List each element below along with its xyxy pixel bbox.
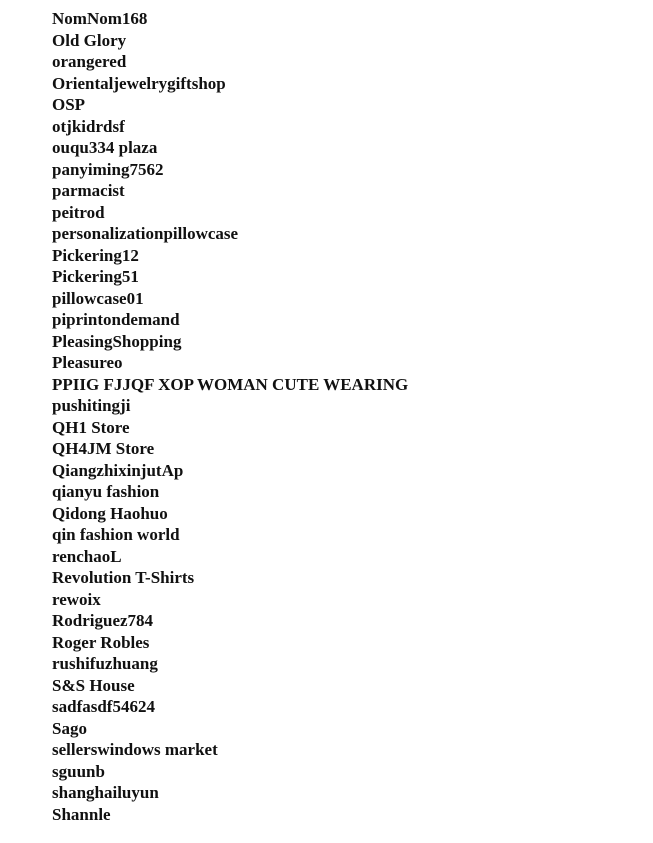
list-item: qianyu fashion xyxy=(52,482,160,501)
list-item: Pickering51 xyxy=(52,267,139,286)
list-item: QH1 Store xyxy=(52,417,130,437)
list-item: Revolution T-Shirts xyxy=(52,568,195,587)
list-item: peitrod xyxy=(52,202,105,222)
list-item: Sago xyxy=(52,718,87,738)
list-item: NomNom168 xyxy=(52,9,148,28)
list-item: Pickering12 xyxy=(52,245,139,265)
list-item: panyiming7562 xyxy=(52,159,164,179)
list-item: Roger Robles xyxy=(52,632,150,652)
list-item: OSP xyxy=(52,95,86,114)
list-item: pillowcase01 xyxy=(52,288,144,308)
list-item: personalizationpillowcase xyxy=(52,224,239,243)
list-item: Shannle xyxy=(52,804,111,824)
list-item: Pleasureo xyxy=(52,353,123,372)
list-item: pushitingji xyxy=(52,396,131,415)
list-item: QiangzhixinjutAp xyxy=(52,460,184,480)
list-item: Qidong Haohuo xyxy=(52,503,168,523)
list-item: ouqu334 plaza xyxy=(52,138,158,157)
list-item: otjkidrdsf xyxy=(52,116,125,136)
list-item: PleasingShopping xyxy=(52,331,182,351)
list-item: S&S House xyxy=(52,675,135,695)
list-item: qin fashion world xyxy=(52,525,180,544)
list-item: rewoix xyxy=(52,589,101,609)
list-item: Orientaljewelrygiftshop xyxy=(52,73,226,93)
list-item: QH4JM Store xyxy=(52,439,155,458)
list-item: sellerswindows market xyxy=(52,740,218,759)
list-item: shanghailuyun xyxy=(52,783,159,802)
list-item: renchaoL xyxy=(52,546,122,566)
list-item: Rodriguez784 xyxy=(52,611,154,630)
list-item: Old Glory xyxy=(52,30,127,50)
list-item: sadfasdf54624 xyxy=(52,697,155,716)
list-item: sguunb xyxy=(52,761,105,781)
list-item: piprintondemand xyxy=(52,310,180,329)
seller-name-list xyxy=(52,8,408,825)
list-item: PPIIG FJJQF XOP WOMAN CUTE WEARING xyxy=(52,374,409,394)
list-item: orangered xyxy=(52,52,127,71)
list-item: parmacist xyxy=(52,181,125,200)
list-item: rushifuzhuang xyxy=(52,654,158,673)
